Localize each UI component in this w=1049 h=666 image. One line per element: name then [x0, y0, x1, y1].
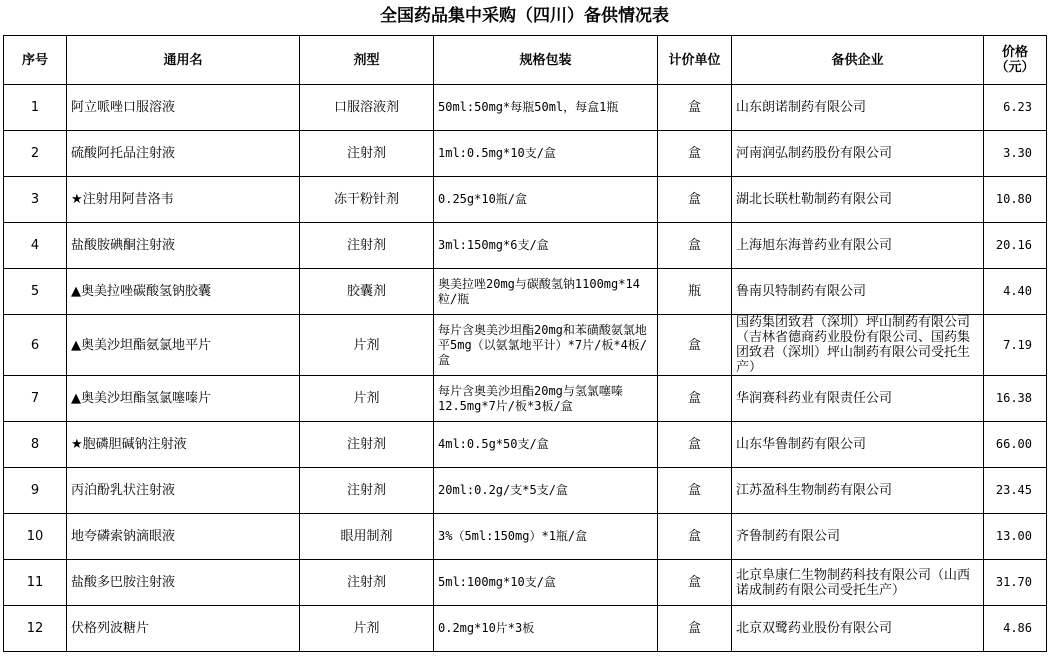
- cell-form: 胶囊剂: [300, 269, 434, 315]
- cell-name: ★注射用阿昔洛韦: [67, 177, 300, 223]
- cell-company: 鲁南贝特制药有限公司: [732, 269, 984, 315]
- cell-form: 注射剂: [300, 131, 434, 177]
- cell-name: 盐酸多巴胺注射液: [67, 560, 300, 606]
- cell-company: 江苏盈科生物制药有限公司: [732, 468, 984, 514]
- cell-price: 3.30: [984, 131, 1047, 177]
- cell-seq: 11: [4, 560, 67, 606]
- cell-name: 伏格列波糖片: [67, 606, 300, 652]
- cell-form: 片剂: [300, 606, 434, 652]
- cell-company: 北京阜康仁生物制药科技有限公司（山西诺成制药有限公司受托生产）: [732, 560, 984, 606]
- cell-spec: 50ml:50mg*每瓶50ml，每盒1瓶: [434, 85, 658, 131]
- cell-form: 片剂: [300, 315, 434, 376]
- cell-spec: 4ml:0.5g*50支/盒: [434, 422, 658, 468]
- cell-form: 口服溶液剂: [300, 85, 434, 131]
- cell-name: ▲奥美沙坦酯氨氯地平片: [67, 315, 300, 376]
- cell-spec: 奥美拉唑20mg与碳酸氢钠1100mg*14粒/瓶: [434, 269, 658, 315]
- table-row: [4, 560, 1047, 606]
- cell-seq: 4: [4, 223, 67, 269]
- supply-table: [3, 35, 1047, 652]
- cell-unit: 盒: [658, 468, 732, 514]
- cell-spec: 20ml:0.2g/支*5支/盒: [434, 468, 658, 514]
- cell-seq: 7: [4, 376, 67, 422]
- cell-unit: 盒: [658, 85, 732, 131]
- cell-seq: 1: [4, 85, 67, 131]
- cell-company: 上海旭东海普药业有限公司: [732, 223, 984, 269]
- cell-unit: 瓶: [658, 269, 732, 315]
- cell-seq: 5: [4, 269, 67, 315]
- cell-price: 31.70: [984, 560, 1047, 606]
- table-row: [4, 606, 1047, 652]
- cell-unit: 盒: [658, 422, 732, 468]
- cell-unit: 盒: [658, 177, 732, 223]
- cell-unit: 盒: [658, 606, 732, 652]
- cell-price: 6.23: [984, 85, 1047, 131]
- cell-unit: 盒: [658, 223, 732, 269]
- table-row: [4, 177, 1047, 223]
- cell-spec: 3ml:150mg*6支/盒: [434, 223, 658, 269]
- cell-form: 冻干粉针剂: [300, 177, 434, 223]
- cell-seq: 2: [4, 131, 67, 177]
- page-title: 全国药品集中采购（四川）备供情况表: [380, 6, 669, 26]
- table-row: [4, 468, 1047, 514]
- cell-price: 16.38: [984, 376, 1047, 422]
- header-seq: 序号: [4, 36, 67, 85]
- cell-form: 注射剂: [300, 560, 434, 606]
- cell-spec: 1ml:0.5mg*10支/盒: [434, 131, 658, 177]
- table-row: [4, 514, 1047, 560]
- table-row: [4, 131, 1047, 177]
- header-company: 备供企业: [732, 36, 984, 85]
- cell-price: 4.40: [984, 269, 1047, 315]
- cell-form: 注射剂: [300, 468, 434, 514]
- cell-company: 湖北长联杜勒制药有限公司: [732, 177, 984, 223]
- cell-spec: 每片含奥美沙坦酯20mg与氢氯噻嗪12.5mg*7片/板*3板/盒: [434, 376, 658, 422]
- header-price: 价格（元）: [984, 36, 1047, 85]
- cell-name: 阿立哌唑口服溶液: [67, 85, 300, 131]
- cell-unit: 盒: [658, 560, 732, 606]
- cell-company: 北京双鹭药业股份有限公司: [732, 606, 984, 652]
- cell-company: 山东华鲁制药有限公司: [732, 422, 984, 468]
- cell-spec: 5ml:100mg*10支/盒: [434, 560, 658, 606]
- cell-spec: 3%（5ml:150mg）*1瓶/盒: [434, 514, 658, 560]
- table-row: [4, 376, 1047, 422]
- cell-name: ★胞磷胆碱钠注射液: [67, 422, 300, 468]
- cell-spec: 0.2mg*10片*3板: [434, 606, 658, 652]
- cell-name: 盐酸胺碘酮注射液: [67, 223, 300, 269]
- cell-company: 山东朗诺制药有限公司: [732, 85, 984, 131]
- cell-form: 眼用制剂: [300, 514, 434, 560]
- cell-name: 地夸磷索钠滴眼液: [67, 514, 300, 560]
- cell-company: 国药集团致君（深圳）坪山制药有限公司（吉林省德商药业股份有限公司、国药集团致君（深圳）坪山制药有限公司受托生产）: [732, 315, 984, 376]
- cell-company: 齐鲁制药有限公司: [732, 514, 984, 560]
- cell-unit: 盒: [658, 315, 732, 376]
- cell-price: 4.86: [984, 606, 1047, 652]
- header-name: 通用名: [67, 36, 300, 85]
- table-row: [4, 269, 1047, 315]
- cell-seq: 6: [4, 315, 67, 376]
- cell-unit: 盒: [658, 376, 732, 422]
- cell-spec: 0.25g*10瓶/盒: [434, 177, 658, 223]
- cell-unit: 盒: [658, 514, 732, 560]
- header-spec: 规格包装: [434, 36, 658, 85]
- cell-seq: 12: [4, 606, 67, 652]
- cell-form: 片剂: [300, 376, 434, 422]
- cell-company: 河南润弘制药股份有限公司: [732, 131, 984, 177]
- cell-price: 10.80: [984, 177, 1047, 223]
- cell-form: 注射剂: [300, 223, 434, 269]
- header-row: [4, 36, 1047, 85]
- cell-seq: 10: [4, 514, 67, 560]
- cell-unit: 盒: [658, 131, 732, 177]
- cell-name: 丙泊酚乳状注射液: [67, 468, 300, 514]
- cell-price: 20.16: [984, 223, 1047, 269]
- header-form: 剂型: [300, 36, 434, 85]
- header-unit: 计价单位: [658, 36, 732, 85]
- cell-price: 23.45: [984, 468, 1047, 514]
- table-row: [4, 223, 1047, 269]
- cell-seq: 3: [4, 177, 67, 223]
- table-row: [4, 422, 1047, 468]
- cell-name: 硫酸阿托品注射液: [67, 131, 300, 177]
- cell-company: 华润赛科药业有限责任公司: [732, 376, 984, 422]
- table-row: [4, 315, 1047, 376]
- cell-name: ▲奥美拉唑碳酸氢钠胶囊: [67, 269, 300, 315]
- cell-price: 66.00: [984, 422, 1047, 468]
- cell-seq: 9: [4, 468, 67, 514]
- cell-seq: 8: [4, 422, 67, 468]
- cell-price: 13.00: [984, 514, 1047, 560]
- table-row: [4, 85, 1047, 131]
- cell-price: 7.19: [984, 315, 1047, 376]
- cell-form: 注射剂: [300, 422, 434, 468]
- cell-spec: 每片含奥美沙坦酯20mg和苯磺酸氨氯地平5mg（以氨氯地平计）*7片/板*4板/盒: [434, 315, 658, 376]
- cell-name: ▲奥美沙坦酯氢氯噻嗪片: [67, 376, 300, 422]
